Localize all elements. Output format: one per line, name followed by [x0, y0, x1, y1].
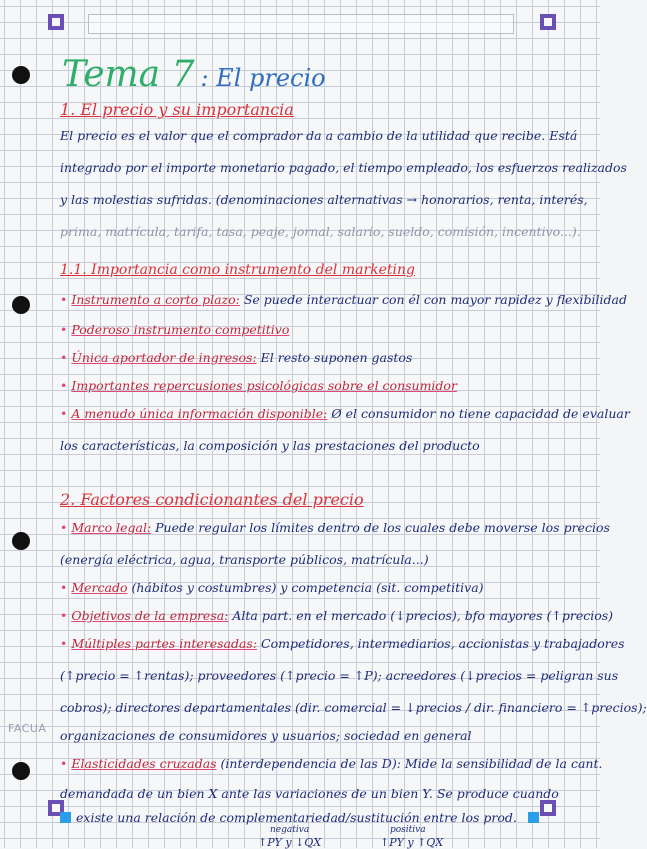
binder-hole — [12, 532, 30, 550]
importance-bullet: • Única aportador de ingresos: El resto suponen gastos — [60, 350, 413, 365]
intro-line: integrado por el importe monetario pagado, el tiempo empleado, los esfuerzos realizados — [60, 160, 627, 175]
importance-continuation: los características, la composición y las prestaciones del producto — [60, 438, 480, 453]
title-main: Tema 7 — [62, 54, 195, 95]
importance-bullet: • Instrumento a corto plazo: Se puede interactuar con él con mayor rapidez y flexibilidad — [60, 292, 627, 307]
margin-note: FACUA — [8, 722, 47, 735]
factor-line: (↑precio = ↑rentas); proveedores (↑precio = ↑P); acreedores (↓precios = peligran sus — [60, 668, 619, 683]
page-title — [62, 54, 326, 95]
formula-positiva: ↑PY y ↑QX — [380, 836, 444, 849]
subsection-heading-1-1: 1.1. Importancia como instrumento del marketing — [60, 262, 416, 278]
label-positiva: positiva — [390, 825, 426, 835]
factor-line: • Marco legal: Puede regular los límites dentro de los cuales debe moverse los precios — [60, 520, 610, 535]
blue-square-marker — [60, 812, 71, 823]
section-heading-1: 1. El precio y su importancia — [60, 100, 294, 119]
header-box — [88, 14, 514, 34]
factor-line: • Múltiples partes interesadas: Competidores, intermediarios, accionistas y trabajadores — [60, 636, 625, 651]
binder-hole — [12, 762, 30, 780]
section-heading-2: 2. Factores condicionantes del precio — [60, 490, 364, 509]
corner-marker-top-left — [48, 14, 64, 30]
blue-square-marker — [528, 812, 539, 823]
importance-bullet: • Importantes repercusiones psicológicas sobre el consumidor — [60, 378, 457, 393]
importance-bullet: • Poderoso instrumento competitivo — [60, 322, 290, 337]
corner-marker-top-right — [540, 14, 556, 30]
factor-line: • Mercado (hábitos y costumbres) y competencia (sit. competitiva) — [60, 580, 484, 595]
binder-hole — [12, 296, 30, 314]
factor-line: • Elasticidades cruzadas (interdependencia de las D): Mide la sensibilidad de la cant. — [60, 756, 603, 771]
factor-line: (energía eléctrica, agua, transporte públicos, matrícula...) — [60, 552, 429, 567]
title-sub: : El precio — [200, 64, 326, 92]
label-negativa: negativa — [270, 825, 310, 835]
intro-line: El precio es el valor que el comprador da a cambio de la utilidad que recibe. Está — [60, 128, 578, 143]
factor-line: existe una relación de complementariedad/sustitución entre los prod. — [76, 810, 517, 825]
intro-line: prima, matrícula, tarifa, tasa, peaje, jornal, salario, sueldo, comisión, incentivo...). — [60, 224, 581, 239]
factor-line: cobros); directores departamentales (dir. comercial = ↓precios / dir. financiero = ↑precios); — [60, 700, 647, 715]
binder-hole — [12, 66, 30, 84]
factor-line: • Objetivos de la empresa: Alta part. en el mercado (↓precios), bfo mayores (↑precios) — [60, 608, 614, 623]
factor-line: organizaciones de consumidores y usuarios; sociedad en general — [60, 728, 472, 743]
formula-negativa: ↑PY y ↓QX — [258, 836, 322, 849]
importance-bullet: • A menudo única información disponible: Ø el consumidor no tiene capacidad de evaluar — [60, 406, 630, 421]
intro-line: y las molestias sufridas. (denominaciones alternativas → honorarios, renta, interés, — [60, 192, 588, 207]
factor-line: demandada de un bien X ante las variaciones de un bien Y. Se produce cuando — [60, 786, 559, 801]
